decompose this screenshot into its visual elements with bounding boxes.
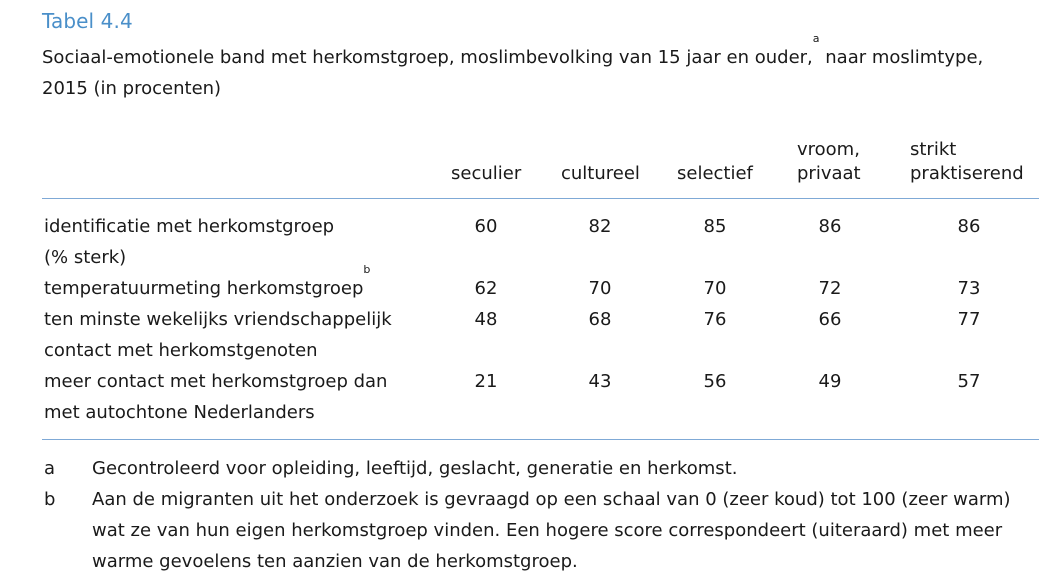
- row-label-line2: met autochtone Nederlanders: [44, 402, 315, 423]
- column-header-seculier: [451, 138, 521, 186]
- table-title-rest: naar moslimtype,: [819, 47, 984, 68]
- table-cell: 72: [818, 278, 842, 299]
- footnote-ref-a: a: [812, 32, 820, 45]
- column-header-line2: seculier: [451, 163, 522, 184]
- table-cell: 86: [957, 216, 981, 237]
- column-header-line1: [677, 138, 753, 162]
- row-label-line2: contact met herkomstgenoten: [44, 340, 318, 361]
- row-label-line2: (% sterk): [44, 247, 127, 268]
- table-title-line2: 2015 (in procenten): [42, 78, 222, 99]
- footnote-letter: a: [44, 458, 56, 479]
- column-header-vroom-privaat: [797, 138, 861, 186]
- row-label-line1: temperatuurmeting herkomstgroep: [44, 278, 364, 299]
- table-cell: 62: [474, 278, 498, 299]
- row-label: [44, 263, 444, 304]
- column-header-strikt-praktiserend: [910, 138, 1024, 186]
- column-header-line2: selectief: [677, 163, 753, 184]
- row-label: [44, 366, 444, 428]
- column-header-line2: cultureel: [561, 163, 640, 184]
- table-cell: 77: [957, 309, 981, 330]
- row-label-line1: ten minste wekelijks vriendschappelijk: [44, 309, 392, 330]
- table-cell: 82: [588, 216, 612, 237]
- footnote-text: Gecontroleerd voor opleiding, leeftijd, geslacht, generatie en herkomst.: [92, 458, 738, 479]
- table-cell: 48: [474, 309, 498, 330]
- table-cell: 49: [818, 371, 842, 392]
- table-cell: 86: [818, 216, 842, 237]
- bottom-rule: [42, 439, 1039, 440]
- table-cell: 68: [588, 309, 612, 330]
- table-cell: 70: [588, 278, 612, 299]
- table-cell: 85: [703, 216, 727, 237]
- column-header-line1: [561, 138, 640, 162]
- column-header-line1: strikt: [910, 139, 957, 160]
- row-label-line1: meer contact met herkomstgroep dan: [44, 371, 388, 392]
- table-cell: 73: [957, 278, 981, 299]
- table-title: [42, 32, 1032, 104]
- row-footnote-ref: b: [363, 263, 371, 276]
- table-cell: 66: [818, 309, 842, 330]
- row-label-line1: identificatie met herkomstgroep: [44, 216, 335, 237]
- column-header-selectief: [677, 138, 753, 186]
- column-header-line2: privaat: [797, 163, 861, 184]
- table-cell: 57: [957, 371, 981, 392]
- header-rule: [42, 198, 1039, 199]
- table-cell: 70: [703, 278, 727, 299]
- column-header-cultureel: [561, 138, 640, 186]
- footnote-text: Aan de migranten uit het onderzoek is gevraagd op een schaal van 0 (zeer koud) tot 100 (zeer warm) wat ze van hun eigen herkomstgroep vinden. Een hogere score correspondeert (uiteraard) met meer warme gevoelens ten aanzien van de herkomstgroep.: [92, 489, 1011, 572]
- table-cell: 56: [703, 371, 727, 392]
- row-label: [44, 304, 444, 366]
- table-cell: 21: [474, 371, 498, 392]
- row-label: [44, 211, 444, 273]
- column-header-line1: [451, 138, 521, 162]
- column-header-line2: praktiserend: [910, 163, 1024, 184]
- footnote-letter: b: [44, 489, 56, 510]
- table-cell: 43: [588, 371, 612, 392]
- table-cell: 76: [703, 309, 727, 330]
- table-title-text: Sociaal-emotionele band met herkomstgroep, moslimbevolking van 15 jaar en ouder,: [42, 47, 813, 68]
- table-label: Tabel 4.4: [42, 9, 133, 33]
- table-cell: 60: [474, 216, 498, 237]
- column-header-line1: vroom,: [797, 139, 860, 160]
